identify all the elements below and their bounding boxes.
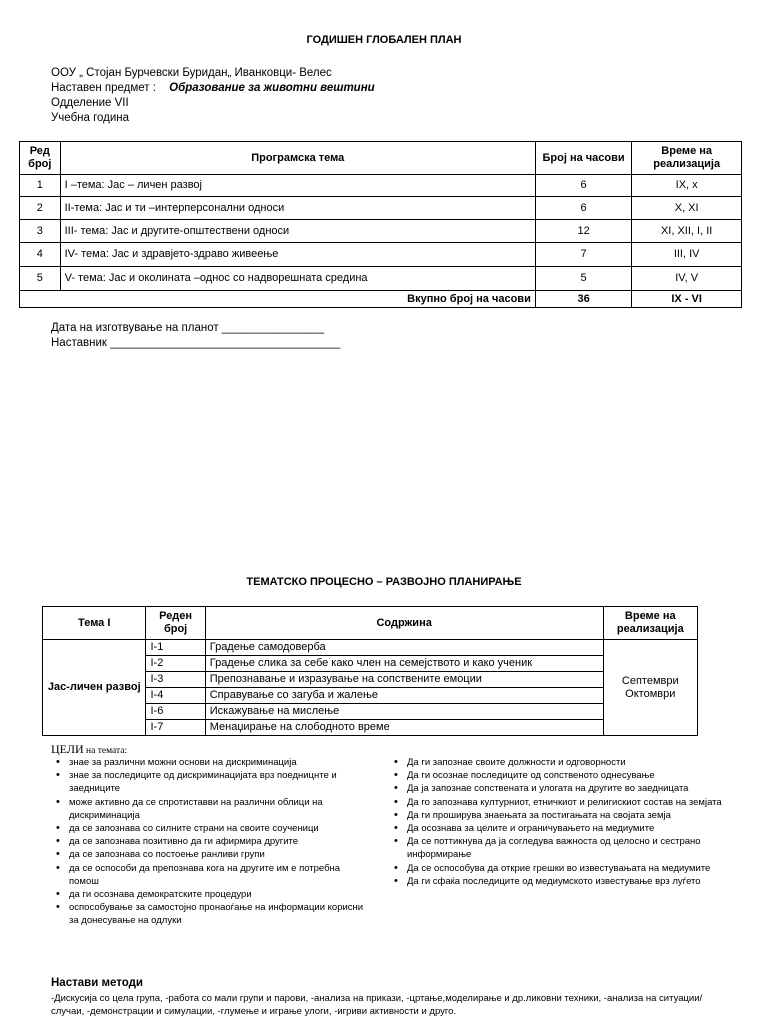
school-year-line: Учебна година [51,112,130,124]
row-hours: 12 [535,220,631,243]
list-item: • знае за различни можни основи на дискриминација [69,756,369,769]
list-item: • Да се оспособува да открие грешки во известувањата на медиумите [407,862,729,875]
total-row [20,291,742,308]
row-content: Менаџирање на слободното време [205,720,603,736]
list-item: • Да се поттикнува да ја согледува важноста од целосно и сестрано информирање [407,835,729,861]
row-content: Препознавање и изразување на сопствените емоции [205,672,603,688]
methods-text: -Дискусија со цела група, -работа со мали групи и парови, -анализа на прикази, -цртање,моделирање и др.ликовни техники, -анализа на ситуации/случаи, -демонстрации и симулации, -глумење и играње улоги, -игриви активности и друго. [51,993,703,1017]
grade-line: Одделение VII [51,97,129,109]
row-number: I-7 [146,720,205,736]
row-theme: II-тема: Јас и ти –интерперсонални односи [60,197,535,220]
list-item: • да се запознава позитивно да ги афирмира другите [69,835,369,848]
row-theme: IV- тема: Јас и здравјето-здраво живеење [60,243,535,267]
school-name: ООУ „ Стојан Бурчевски Буридан„ Иванковци- Велес [51,67,332,79]
methods-title: Настави методи [51,977,143,989]
total-hours: 36 [535,291,631,308]
row-theme: III- тема: Јас и другите-општествени односи [60,220,535,243]
goals-right-list [393,756,729,888]
row-number: 1 [20,175,61,197]
row-time: III, IV [632,243,742,267]
table-row [20,243,742,267]
list-item: • Да ги осознае последиците од сопственото однесување [407,769,729,782]
row-number: I-1 [146,640,205,656]
goals-title-small: на темата: [83,746,128,756]
list-item: • Да осознава за целите и ограничувањето на медиумите [407,822,729,835]
row-number: 3 [20,220,61,243]
list-item: • Да ја запознае сопствената и улогата на другите во заедницата [407,782,729,795]
subject-line [51,82,375,94]
row-content: Справување со загуба и жалење [205,688,603,704]
table-row [20,197,742,220]
theme-name: Јас-личен развој [43,640,146,736]
col-order-header: Реден број [146,607,205,640]
annual-header-row [20,142,742,175]
row-number: I-2 [146,656,205,672]
list-item: • Да ги проширува знаењата за постигањата на својата земја [407,809,729,822]
row-number: 5 [20,267,61,291]
row-hours: 7 [535,243,631,267]
goals-title-big: ЦЕЛИ [51,742,84,756]
row-hours: 6 [535,197,631,220]
list-item: • да се запознава со постоење ранливи групи [69,848,369,861]
total-time: IX - VI [632,291,742,308]
row-number: 2 [20,197,61,220]
row-content: Градење самодоверба [205,640,603,656]
teacher-line: Наставник ____________________________________ [51,337,341,349]
table-row [20,267,742,291]
row-time: X, XI [632,197,742,220]
row-number: I-4 [146,688,205,704]
goals-title [51,742,127,757]
col-time-header: Време на реализација [632,142,742,175]
time-month-1: Септември [621,674,679,687]
list-item: • да се оспособи да препознава кога на другите им е потребна помош [69,862,369,888]
col-content-header: Содржина [205,607,603,640]
thematic-title: ТЕМАТСКО ПРОЦЕСНО – РАЗВОЈНО ПЛАНИРАЊЕ [246,576,522,588]
list-item: • да ги осознава демократските процедури [69,888,369,901]
list-item: • да се запознава со силните страни на своите соученици [69,822,369,835]
realization-time [603,640,697,736]
goals-left-list [55,756,369,928]
list-item: • Да ги сфаќа последиците од медиумското известување врз луѓето [407,875,729,888]
row-content: Градење слика за себе како член на семејството и како ученик [205,656,603,672]
row-content: Искажување на мислење [205,704,603,720]
table-row [43,640,698,656]
col-number-header: Ред број [20,142,61,175]
row-hours: 5 [535,267,631,291]
row-time: IX, x [632,175,742,197]
total-label: Вкупно број на часови [20,291,536,308]
col-theme-header: Тема I [43,607,146,640]
row-hours: 6 [535,175,631,197]
page-title: ГОДИШЕН ГЛОБАЛЕН ПЛАН [306,34,462,46]
col-hours-header: Број на часови [535,142,631,175]
row-time: XI, XII, I, II [632,220,742,243]
subject-label: Наставен предмет : [51,82,156,94]
table-row [20,175,742,197]
list-item: • Да ги запознае своите должности и одговорности [407,756,729,769]
list-item: • може активно да се спротиставви на различни облици на дискриминација [69,796,369,822]
row-theme: V- тема: Јас и околината –однос со надворешната средина [60,267,535,291]
row-number: 4 [20,243,61,267]
thematic-table [42,606,698,736]
list-item: • Да го запознава културниот, етничкиот и религискиот состав на земјата [407,796,729,809]
col-time-header: Време на реализација [603,607,697,640]
time-month-2: Октомври [625,687,676,700]
annual-plan-table [19,141,742,308]
thematic-header-row [43,607,698,640]
list-item: • оспособување за самостојно пронаоѓање на информации корисни за донесување на одлуки [69,901,369,927]
list-item: • знае за последиците од дискриминацијата врз поедницнте и заедниците [69,769,369,795]
row-number: I-3 [146,672,205,688]
col-theme-header: Програмска тема [60,142,535,175]
subject-value: Образование за животни вештини [169,82,375,94]
row-number: I-6 [146,704,205,720]
table-row [20,220,742,243]
preparation-date-line: Дата на изготвување на планот ________________ [51,322,325,334]
row-theme: I –тема: Јас – личен развој [60,175,535,197]
row-time: IV, V [632,267,742,291]
